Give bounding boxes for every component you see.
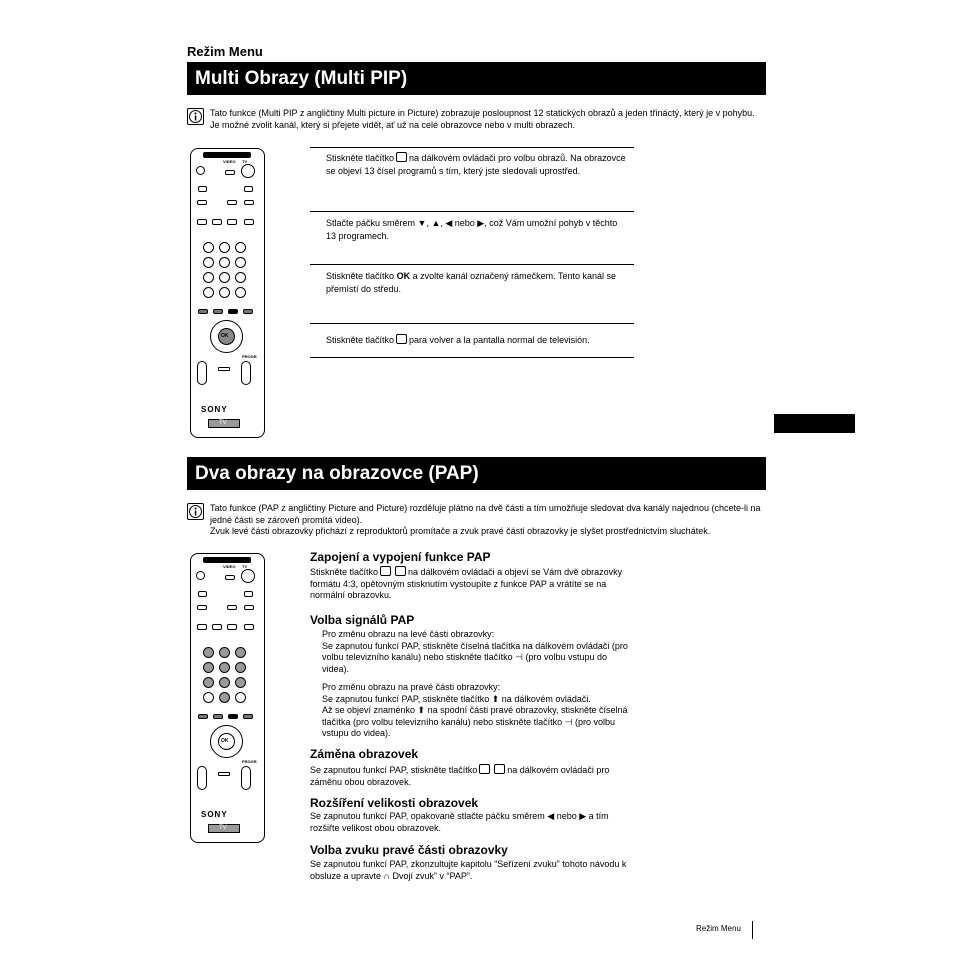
pap-onoff-heading: Zapojení a vypojení funkce PAP (310, 550, 491, 564)
remote-ok-label: OK (221, 738, 229, 744)
remote-control-illustration-1 (190, 148, 265, 438)
pap-sound-heading: Volba zvuku pravé části obrazovky (310, 843, 508, 857)
footer-label: Režim Menu (696, 924, 741, 933)
remote-brand: SONY (201, 810, 228, 819)
pap-onoff-text: Stiskněte tlačítko na dálkovém ovládači a objeví se Vám dvě obrazovky formátu 4:3, opětovným stisknutím vystoupíte z funkce PAP a vrátíte se na normální obrazovku. (310, 567, 623, 600)
pap-resize-text: Se zapnutou funkcí PAP, opakovaně stlačte páčku směrem ◀ nebo ▶ a tím rozšiřte velikost obou obrazovek. (310, 811, 609, 833)
remote-video-label: VIDEO (223, 159, 236, 164)
multi-pip-title: Multi Obrazy (Multi PIP) (187, 62, 766, 95)
remote-top-tv-label: TV (242, 564, 248, 569)
multi-pip-intro: Tato funkce (Multi PIP z angličtiny Multi picture in Picture) zobrazuje posloupnost 12 statických obrazů a jeden třináctý, který je v pohybu. Je možné zvolit kanál, který si přejete vidět, ať už na celé obrazovce nebo v multi obrazech. (210, 108, 755, 130)
pap-resize-heading: Rozšíření velikosti obrazovek (310, 796, 479, 810)
pap-signals-right: Pro změnu obrazu na pravé části obrazovky: Se zapnutou funkcí PAP, stiskněte tlačítko ⬆ na dálkovém ovládači. Až se objeví znaménko ⬆ na spodní části pravé obrazovky, stiskněte číselná tlačítka (pro volbu televizního kanálu) nebo stiskněte tlačítko ⊣ (pro volbu vstupu do videa). (322, 682, 628, 738)
multi-pip-button-icon (396, 334, 407, 344)
multi-pip-step-2: Stlačte páčku směrem ▼, ▲, ◀ nebo ▶, což Vám umožní pohyb v těchto 13 programech. (326, 218, 618, 241)
pap-title: Dva obrazy na obrazovce (PAP) (187, 457, 766, 490)
info-icon (187, 108, 204, 125)
pap-button-icon (395, 566, 406, 576)
swap-button-icon (479, 764, 490, 774)
multi-pip-button-icon (396, 152, 407, 162)
chapter-tab (774, 414, 855, 433)
pap-swap-heading: Záměna obrazovek (310, 747, 419, 761)
pap-sound-text: Se zapnutou funkcí PAP, zkonzultujte kapitolu “Seřízení zvuku” tohoto návodu k obsluze a upravte ∩ Dvojí zvuk” v “PAP”. (310, 859, 627, 881)
swap-button-icon (494, 764, 505, 774)
remote-prog-label: PROGR (242, 759, 257, 764)
remote-prog-label: PROGR (242, 354, 257, 359)
step-divider (310, 264, 634, 265)
footer-divider (752, 921, 753, 939)
pap-button-icon (380, 566, 391, 576)
step-divider (310, 323, 634, 324)
step-divider (310, 147, 634, 148)
pap-signals-heading: Volba signálů PAP (310, 613, 415, 627)
step-divider (310, 357, 634, 358)
remote-top-tv-label: TV (242, 159, 248, 164)
remote-video-label: VIDEO (223, 564, 236, 569)
multi-pip-step-3: Stiskněte tlačítko OK a zvolte kanál označený rámečkem. Tento kanál se přemístí do středu. (326, 271, 617, 294)
pap-signals-left: Pro změnu obrazu na levé části obrazovky: Se zapnutou funkcí PAP, stiskněte číselná tlačítka na dálkovém ovládači (pro volbu televizního kanálu) nebo stiskněte tlačítko ⊣ (pro volbu vstupu do videa). (322, 629, 628, 674)
remote-tv-label: TV (219, 420, 227, 426)
step-divider (310, 211, 634, 212)
remote-ok-label: OK (221, 333, 229, 339)
pap-intro: Tato funkce (PAP z angličtiny Picture and Picture) rozděluje plátno na dvě části a tím umožňuje sledovat dva kanály najednou (chcete-li na jedné části se zároveň promítá video). Zvuk levé části obrazovky přichází z reproduktorů promítače a zvuk pravé části obrazovky je slyšet prostřednictvím sluchátek. (210, 503, 761, 536)
remote-control-illustration-2 (190, 553, 265, 843)
multi-pip-step-4: Stiskněte tlačítko para volver a la pantalla normal de televisión. (326, 335, 590, 345)
section-label: Režim Menu (187, 44, 263, 59)
multi-pip-step-1: Stiskněte tlačítko na dálkovém ovládači pro volbu obrazů. Na obrazovce se objeví 13 čísel programů s tím, který jste sledovali uprostřed. (326, 153, 626, 176)
remote-brand: SONY (201, 405, 228, 414)
remote-tv-label: TV (219, 825, 227, 831)
info-icon (187, 503, 204, 520)
pap-swap-text: Se zapnutou funkcí PAP, stiskněte tlačítko na dálkovém ovládači pro záměnu obou obrazovek. (310, 765, 610, 787)
